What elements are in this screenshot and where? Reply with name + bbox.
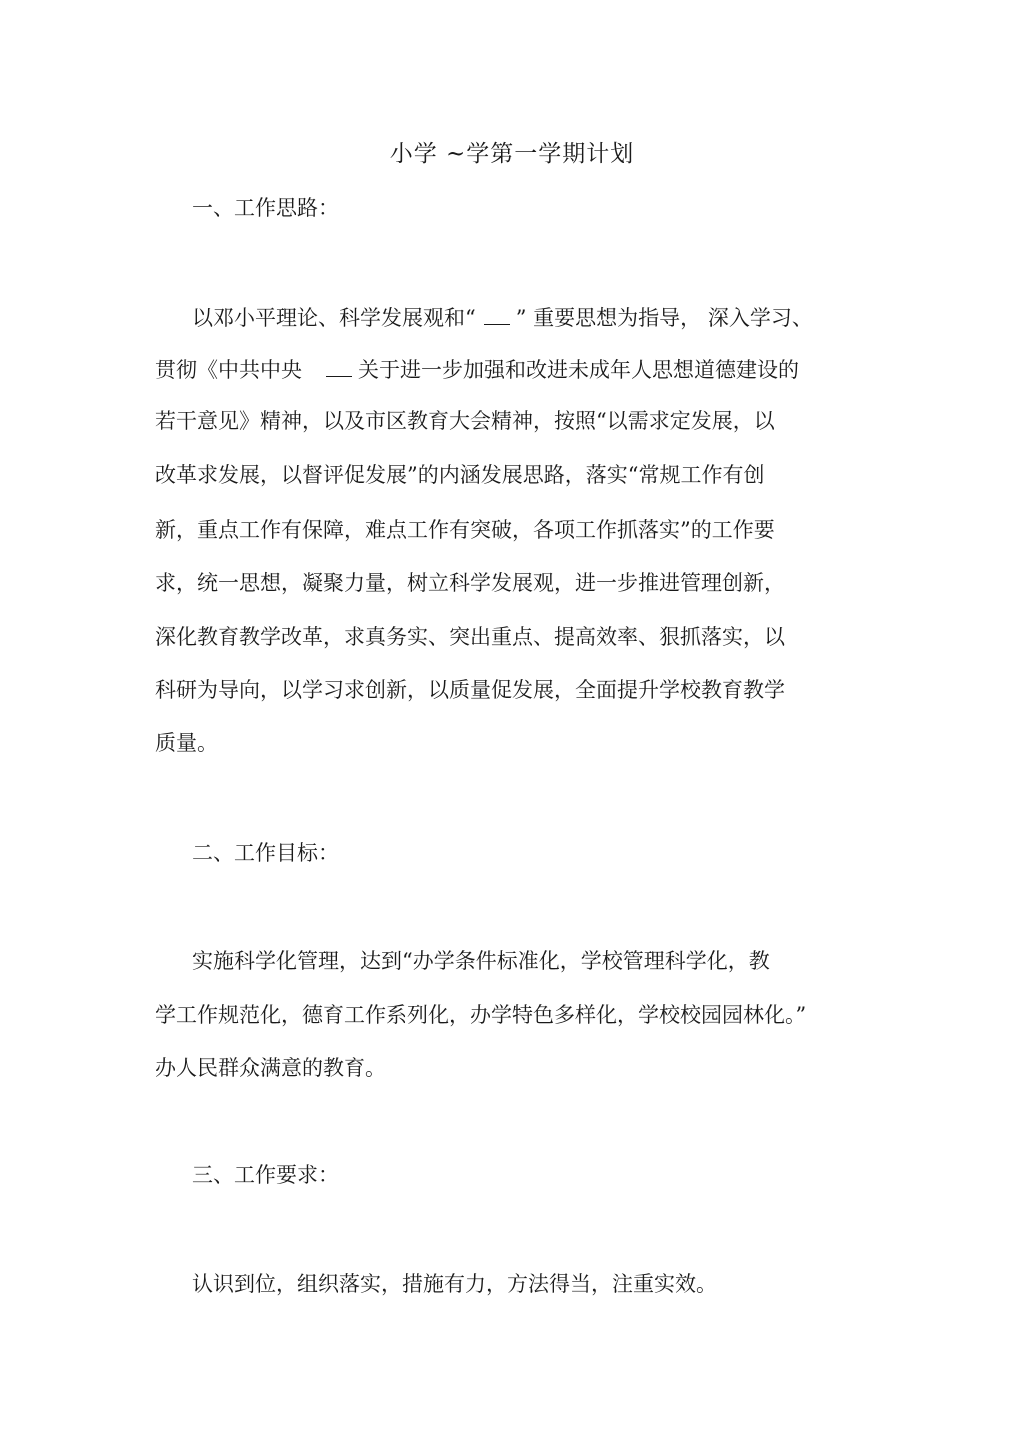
paragraph-line: 认识到位，组织落实，措施有力，方法得当，注重实效。 xyxy=(192,1272,717,1296)
paragraph-line: 新，重点工作有保障，难点工作有突破，各项工作抓落实”的工作要 xyxy=(155,518,775,542)
section-heading-2: 二、工作目标： xyxy=(192,841,339,865)
line-text-before-blank: 贯彻《中共中央 xyxy=(155,358,302,382)
paragraph-line: 科研为导向，以学习求创新，以质量促发展，全面提升学校教育教学 xyxy=(155,678,785,702)
paragraph-line: 改革求发展，以督评促发展”的内涵发展思路，落实“常规工作有创 xyxy=(155,463,765,487)
paragraph-line: 实施科学化管理，达到“办学条件标准化，学校管理科学化，教 xyxy=(192,949,770,973)
paragraph-line xyxy=(192,298,813,338)
line-text-after-blank: ” 重要思想为指导， 深入学习、 xyxy=(515,306,813,330)
document-title: 小学 ~学第一学期计划 xyxy=(389,141,635,167)
paragraph-line: 学工作规范化，德育工作系列化，办学特色多样化，学校校园园林化。” xyxy=(155,1003,807,1027)
paragraph-line: 若干意见》精神，以及市区教育大会精神，按照“以需求定发展，以 xyxy=(155,409,775,433)
section-heading-1: 一、工作思路： xyxy=(192,196,339,220)
paragraph-line: 办人民群众满意的教育。 xyxy=(155,1056,386,1080)
line-text-before-blank: 以邓小平理论、科学发展观和“ xyxy=(192,306,476,330)
paragraph-line: 深化教育教学改革，求真务实、突出重点、提高效率、狠抓落实，以 xyxy=(155,625,785,649)
fill-in-blank xyxy=(484,306,510,325)
paragraph-line: 求，统一思想，凝聚力量，树立科学发展观，进一步推进管理创新， xyxy=(155,571,785,595)
line-text-after-blank: 关于进一步加强和改进未成年人思想道德建设的 xyxy=(358,358,799,382)
paragraph-line xyxy=(155,350,799,390)
paragraph-line: 质量。 xyxy=(155,731,218,755)
section-heading-3: 三、工作要求： xyxy=(192,1163,339,1187)
fill-in-blank xyxy=(326,358,352,377)
